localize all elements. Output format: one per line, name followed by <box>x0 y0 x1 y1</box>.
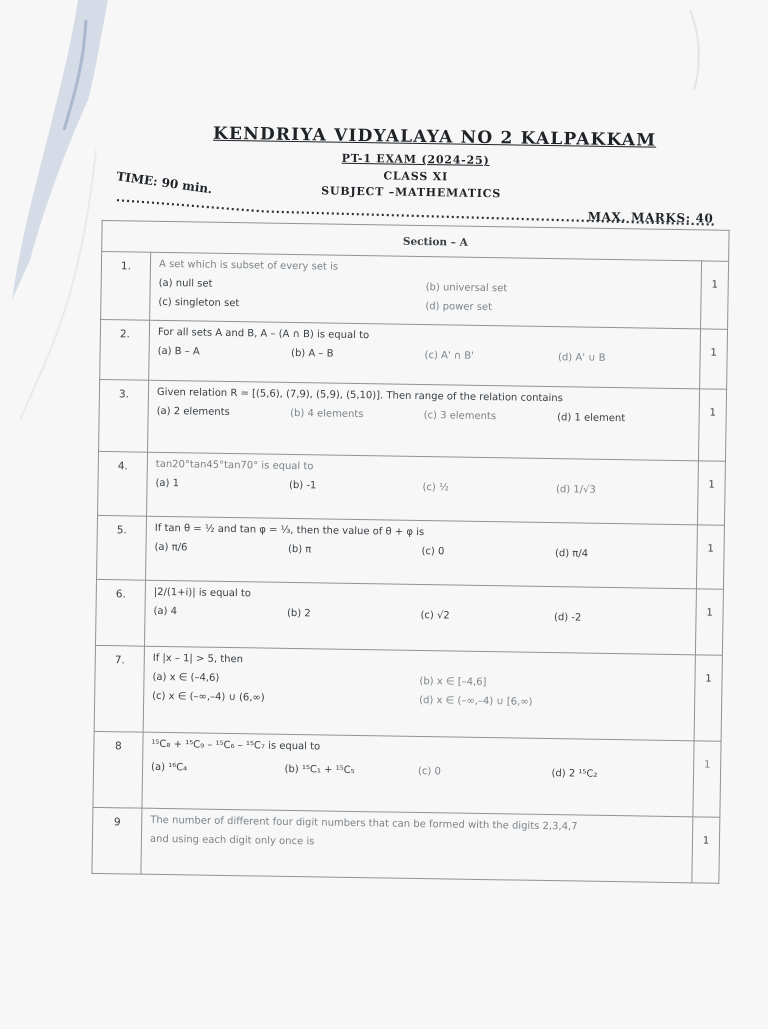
question-text: ¹⁵C₈ + ¹⁵C₉ – ¹⁵C₆ – ¹⁵C₇ is equal to <box>151 738 321 753</box>
option: (c) x ∈ (–∞,–4) ∪ (6,∞) <box>152 690 265 704</box>
option: (d) A' ∪ B <box>557 352 606 364</box>
question-row <box>92 807 720 883</box>
option: (c) 3 elements <box>423 410 497 423</box>
question-number: 2. <box>100 319 150 380</box>
option: (d) 1 element <box>557 412 626 425</box>
section-title: Section – A <box>402 235 468 249</box>
max-marks-label: MAX. MARKS: 40 <box>587 209 714 226</box>
marks-cell: 1 <box>695 589 723 655</box>
question-row <box>95 579 723 655</box>
option: (b) universal set <box>425 282 508 295</box>
question-text: The number of different four digit numbers that can be formed with the digits 2,3,4,7 <box>150 814 578 833</box>
marks-cell: 1 <box>696 525 724 589</box>
option: (c) √2 <box>420 610 450 622</box>
option: (d) -2 <box>553 612 582 624</box>
exam-title: PT-1 EXAM (2024-25) <box>341 151 490 168</box>
question-text-continued: and using each digit only once is <box>149 833 315 848</box>
option: (d) 1/√3 <box>555 484 596 496</box>
question-number: 6. <box>95 579 145 646</box>
option: (b) 2 <box>286 607 311 620</box>
option: (c) ½ <box>422 482 449 494</box>
question-text: A set which is subset of every set is <box>158 258 339 273</box>
question-row <box>101 251 729 329</box>
marks-cell: 1 <box>694 655 722 741</box>
option: (d) π/4 <box>554 548 589 560</box>
marks-cell: 1 <box>698 389 726 461</box>
option: (c) 0 <box>417 766 441 778</box>
question-row <box>94 645 722 741</box>
option: (d) x ∈ (–∞,–4) ∪ [6,∞) <box>419 695 533 708</box>
option: (c) A' ∩ B' <box>424 350 475 362</box>
option: (d) power set <box>425 301 493 314</box>
option: (a) null set <box>158 277 213 290</box>
option: (a) 4 <box>153 605 178 618</box>
marks-cell: 1 <box>701 261 729 329</box>
question-text: If tan θ = ½ and tan φ = ⅓, then the value of θ + φ is <box>154 522 425 539</box>
option: (a) B – A <box>157 345 200 358</box>
option: (b) A – B <box>291 347 334 360</box>
question-row <box>98 451 726 525</box>
question-row <box>93 731 721 817</box>
class-label: CLASS XI <box>383 169 449 184</box>
question-text: If |x – 1| > 5, then <box>152 652 244 666</box>
question-number: 4. <box>98 451 148 516</box>
option: (b) x ∈ [–4,6] <box>419 676 487 689</box>
question-row <box>99 379 727 461</box>
option: (b) 4 elements <box>290 407 364 421</box>
question-number: 8 <box>93 731 143 808</box>
question-number: 9 <box>92 807 142 874</box>
question-number: 3. <box>99 379 149 452</box>
option: (c) singleton set <box>158 296 240 310</box>
option: (a) 1 <box>155 477 180 490</box>
question-row <box>100 319 728 389</box>
question-text: |2/(1+i)| is equal to <box>153 586 252 600</box>
school-name: KENDRIYA VIDYALAYA NO 2 KALPAKKAM <box>212 123 657 151</box>
question-text: For all sets A and B, A – (A ∩ B) is equal to <box>157 326 370 342</box>
question-row <box>97 515 725 589</box>
option: (b) ¹⁵C₁ + ¹⁵C₅ <box>284 763 355 777</box>
question-table <box>91 220 729 884</box>
subject-label: SUBJECT –MATHEMATICS <box>321 184 502 201</box>
option: (b) π <box>287 543 312 556</box>
marks-cell: 1 <box>700 329 728 389</box>
marks-cell: 1 <box>697 461 725 525</box>
question-number: 5. <box>97 515 147 580</box>
marks-cell: 1 <box>693 741 721 817</box>
option: (a) ¹⁶C₄ <box>150 761 188 774</box>
option: (a) x ∈ (–4,6) <box>152 671 220 684</box>
option: (c) 0 <box>421 546 445 558</box>
option: (d) 2 ¹⁵C₂ <box>551 768 598 780</box>
time-label: TIME: 90 min. <box>115 169 214 197</box>
option: (a) π/6 <box>154 541 188 554</box>
question-text: tan20°tan45°tan70° is equal to <box>155 458 314 473</box>
option: (b) -1 <box>288 479 317 492</box>
option: (a) 2 elements <box>156 405 230 418</box>
question-number: 1. <box>101 251 151 320</box>
question-text: Given relation R = [(5,6), (7,9), (5,9), (5,10)]. Then range of the relation contains <box>156 386 563 405</box>
question-number: 7. <box>94 645 144 732</box>
marks-cell: 1 <box>692 817 720 883</box>
